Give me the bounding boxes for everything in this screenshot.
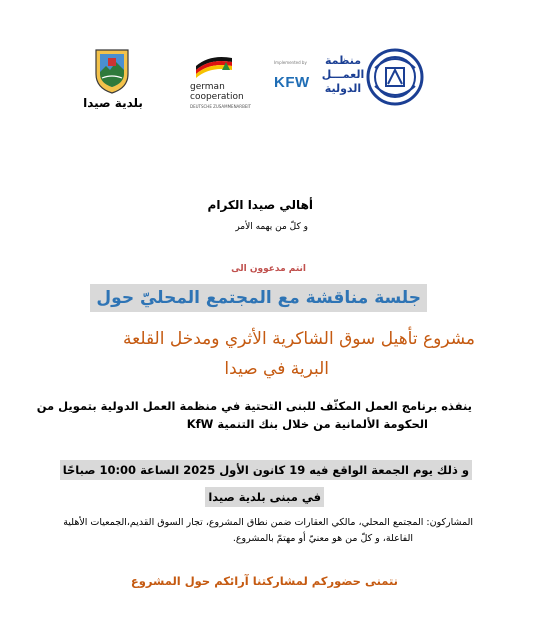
german-cooperation-text — [190, 82, 244, 102]
german-cooperation-sub: DEUTSCHE ZUSAMMENARBEIT — [190, 104, 251, 109]
gc-line1: german — [190, 82, 225, 92]
german-flag-icon — [192, 52, 236, 84]
implementer-line1: ينفذه برنامج العمل المكثّف للبنى التحتية في منظمة العمل الدولية بتمويل من — [36, 399, 472, 413]
participants-line1: المشاركون: المجتمع المحلي، مالكي العقارات ضمن نطاق المشروع، تجار السوق القديم،الجمعيات الأهلية — [63, 517, 473, 528]
kfw-text: KFW — [274, 74, 310, 91]
ilo-logo-text — [320, 54, 366, 96]
ilo-logo — [320, 48, 430, 104]
gc-line2: cooperation — [190, 92, 244, 102]
event-datetime: و ذلك يوم الجمعة الواقع فيه 19 كانون الأول 2025 الساعة 10:00 صباحًا — [60, 460, 472, 480]
project-title-line1: مشروع تأهيل سوق الشاكرية الأثري ومدخل القلعة — [123, 329, 475, 349]
concerned-line: و كلّ من يهمه الأمر — [235, 222, 308, 232]
kfw-implemented-by: Implemented by — [274, 60, 307, 65]
headline: جلسة مناقشة مع المجتمع المحليّ حول — [90, 284, 427, 312]
participants-line2: الفاعلة، و كلّ من هو معنيّ أو مهتمّ بالمشروع. — [232, 533, 413, 544]
event-venue: في مبنى بلدية صيدا — [205, 487, 324, 507]
saida-municipality-logo — [78, 48, 148, 116]
german-cooperation-logo — [190, 52, 268, 109]
invited-line: انتم مدعوون الى — [231, 264, 306, 274]
ilo-emblem-icon — [366, 48, 424, 106]
project-title-line2: البرية في صيدا — [224, 359, 329, 379]
logo-bar — [0, 40, 540, 120]
kfw-logo — [272, 56, 316, 96]
ilo-text-line3: الدولية — [324, 82, 362, 95]
implementer-line2: الحكومة الألمانية من خلال بنك التنمية KfW — [186, 417, 428, 431]
saida-emblem-icon — [92, 48, 132, 94]
closing-line: نتمنى حضوركم لمشاركتنا آرائكم حول المشروع — [130, 574, 398, 588]
greeting: أهالي صيدا الكرام — [207, 198, 313, 212]
ilo-text-line2: العمـــل — [321, 68, 365, 81]
saida-logo-text: بلدية صيدا — [83, 96, 143, 110]
ilo-text-line1: منظمة — [324, 54, 362, 67]
